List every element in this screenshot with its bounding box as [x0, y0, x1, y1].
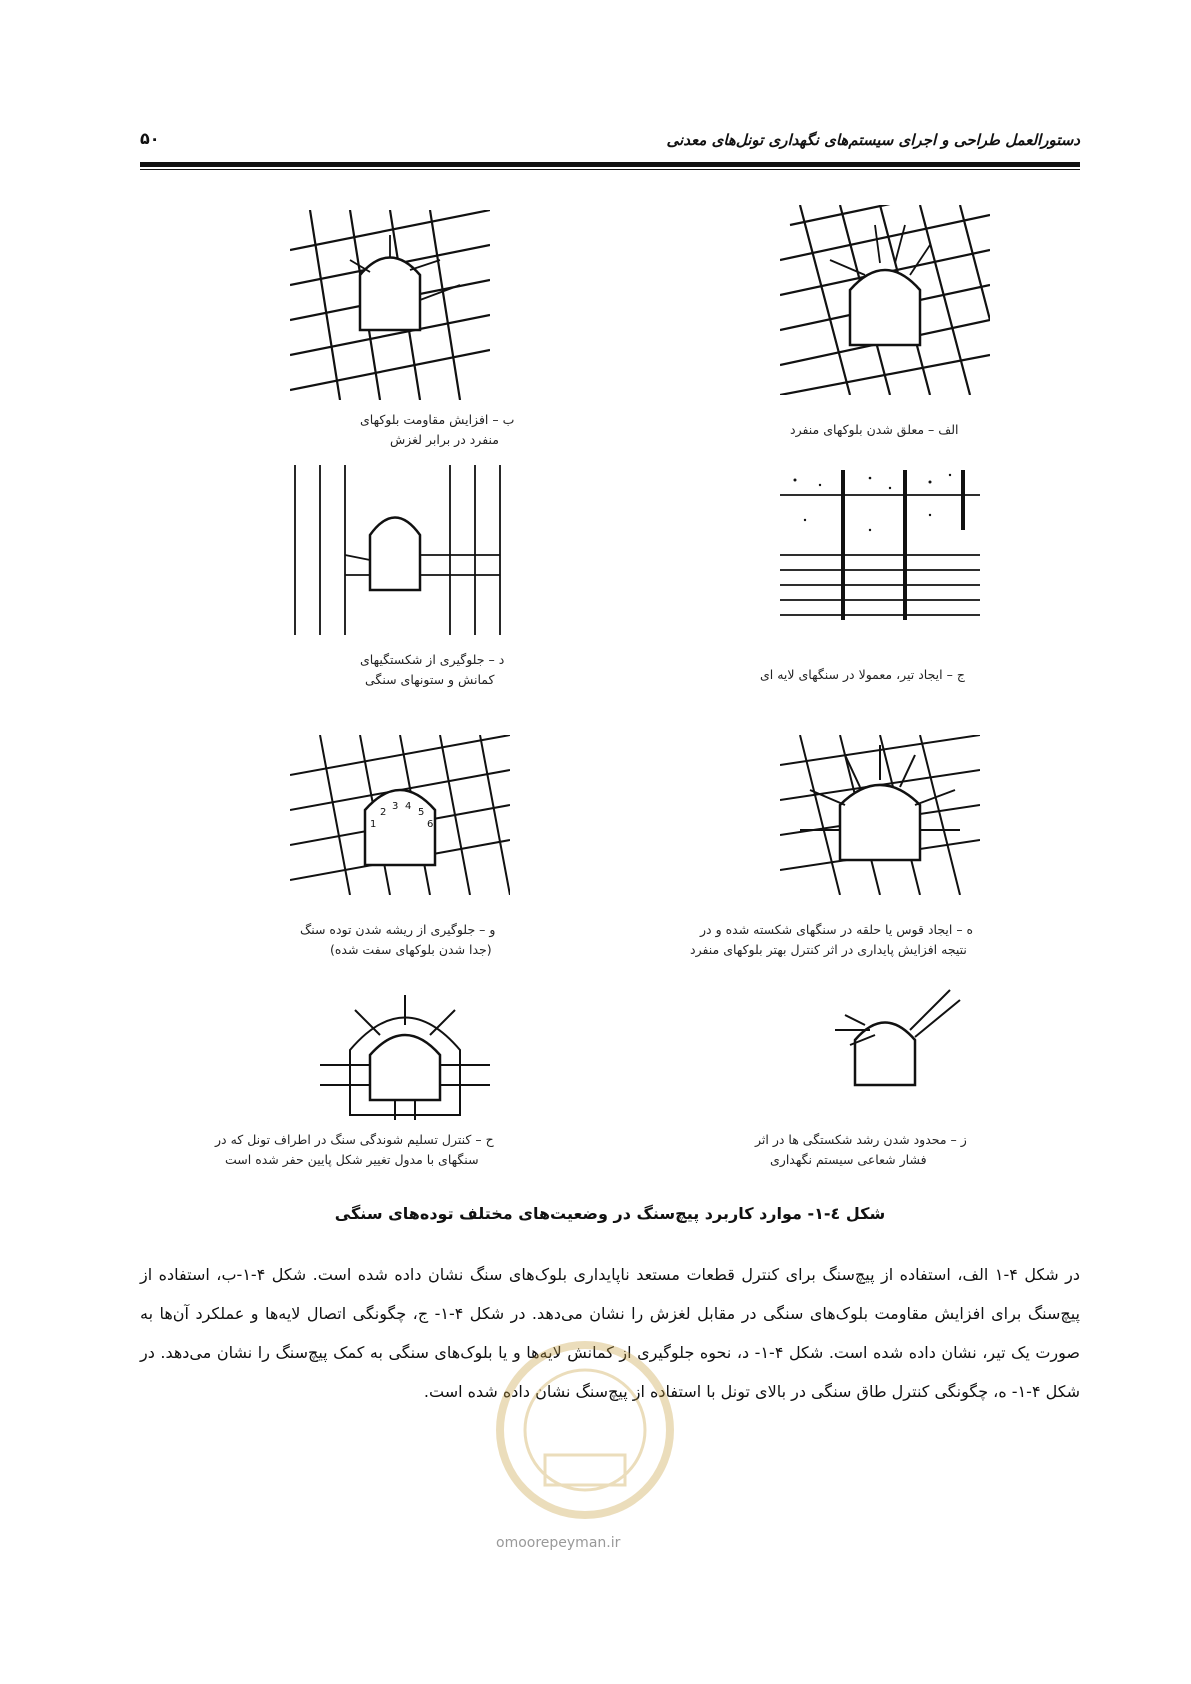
page-header: [140, 125, 1080, 161]
figure-vav-diagram: [290, 735, 510, 895]
caption-he2-line1: ح – کنترل تسلیم شوندگی سنگ در اطراف تونل که در: [215, 1132, 494, 1147]
caption-he-line2: نتیجه افزایش پایداری در اثر کنترل بهتر بلوکهای منفرد: [690, 942, 967, 957]
caption-alef: الف – معلق شدن بلوکهای منفرد: [790, 422, 959, 437]
vav-label-1: 1: [370, 819, 377, 830]
running-title: دستورالعمل طراحی و اجرای سیستم‌های نگهداری تونل‌های معدنی: [666, 131, 1080, 149]
figure-dal-diagram: [290, 465, 510, 635]
caption-vav-line2: (جدا شدن بلوکهای سفت شده): [330, 942, 492, 957]
page-number: ۵۰: [140, 129, 160, 148]
figure-he-diagram: [780, 735, 980, 895]
watermark-seal-icon: [490, 1335, 680, 1525]
body-paragraph: در شکل ۴-۱ الف، استفاده از پیچ‌سنگ برای کنترل قطعات مستعد ناپایداری بلوک‌های سنگ نشان داده شده است. شکل ۴-۱-ب، استفاده از پیچ‌سنگ برای افزایش مقاومت بلوک‌های سنگی در مقابل لغزش را نشان می‌دهد. در شکل ۴-۱- ج، چگونگی اتصال لایه‌ها و عملکرد آن‌ها به صورت یک تیر، نشان داده شده است. شکل ۴-۱- د، نحوه جلوگیری از کمانش لایه‌ها و یا بلوک‌های سنگی به کمک پیچ‌سنگ را نشان می‌دهد. در شکل ۴-۱- ه، چگونگی کنترل طاق سنگی در بالای تونل با استفاده از پیچ‌سنگ نشان داده شده است.: [140, 1265, 1081, 1401]
caption-be-line2: منفرد در برابر لغزش: [390, 432, 499, 447]
vav-label-6: 6: [427, 819, 434, 830]
watermark-url: omoorepeyman.ir: [496, 1535, 621, 1551]
vav-label-3: 3: [392, 801, 399, 812]
vav-label-2: 2: [380, 807, 387, 818]
figure-alef-diagram: [780, 205, 990, 395]
figure-he2-diagram: [320, 990, 490, 1120]
caption-dal-line1: د – جلوگیری از شکستگیهای: [360, 652, 505, 667]
header-rule: [140, 162, 1080, 167]
figure-caption: شکل ٤-١- موارد کاربرد پیچ‌سنگ در وضعیت‌های مختلف توده‌های سنگی: [334, 1204, 886, 1223]
header-rule-thin: [140, 169, 1080, 170]
caption-be-line1: ب – افزایش مقاومت بلوکهای: [360, 412, 515, 427]
caption-vav-line1: و – جلوگیری از ریشه شدن توده سنگ: [300, 922, 496, 937]
caption-ze-line2: فشار شعاعی سیستم نگهداری: [770, 1152, 927, 1167]
caption-he-line1: ه – ایجاد قوس یا حلقه در سنگهای شکسته شده و در: [700, 922, 974, 937]
figure-be-diagram: [290, 210, 490, 400]
figure-jim-diagram: [780, 470, 980, 620]
caption-dal-line2: کمانش و ستونهای سنگی: [365, 672, 495, 687]
caption-jim: ج – ایجاد تیر، معمولا در سنگهای لایه ای: [760, 667, 965, 682]
caption-he2-line2: سنگهای با مدول تغییر شکل پایین حفر شده است: [225, 1152, 479, 1167]
vav-label-5: 5: [418, 807, 425, 818]
caption-ze-line1: ز – محدود شدن رشد شکستگی ها در اثر: [755, 1132, 967, 1147]
figure-ze-diagram: [820, 985, 970, 1095]
vav-label-4: 4: [405, 801, 412, 812]
